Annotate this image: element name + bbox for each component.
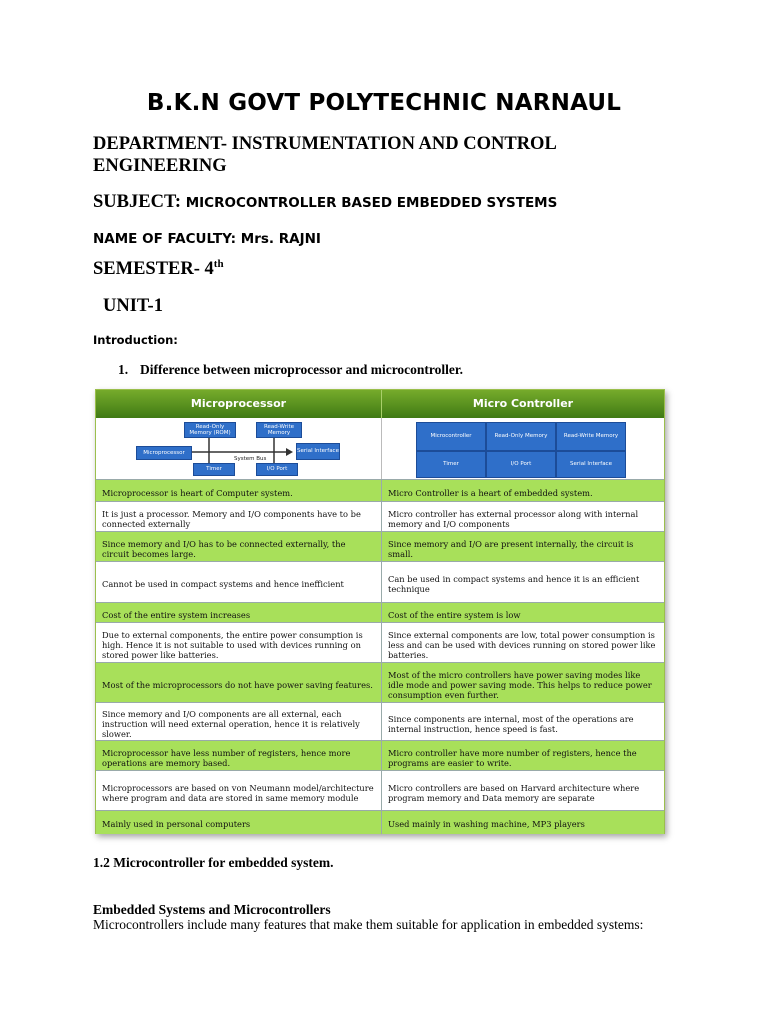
microprocessor-diagram [96,418,382,479]
header-microprocessor: Microprocessor [96,390,382,418]
cell-microcontroller: Since components are internal, most of the operations are internal instruction, hence speed is fast. [388,713,634,734]
faculty-name: NAME OF FACULTY: Mrs. RAJNI [93,231,321,247]
mc-core-box: Microcontroller [416,422,486,451]
list-number: 1. [118,362,129,377]
mc-ram-box: Read-Write Memory [556,422,626,451]
mp-serial-box: Serial Interface [296,443,340,460]
mc-serial-box: Serial Interface [556,451,626,478]
cell-microprocessor: Due to external components, the entire power consumption is high. Hence it is not suitable to used with devices running on stored power like batteries. [96,623,382,663]
system-bus-label: System Bus [234,456,267,462]
mc-timer-box: Timer [416,451,486,478]
subsection-heading: Embedded Systems and Microcontrollers [93,902,331,917]
cell-microcontroller: Most of the micro controllers have power saving modes like idle mode and power saving mode. This helps to reduce power consumption even further. [388,669,652,700]
cell-microcontroller: Cost of the entire system is low [388,609,521,620]
cell-microcontroller: Micro controllers are based on Harvard architecture where program memory and Data memory are separate [388,782,640,803]
microcontroller-diagram [382,418,664,479]
table-row [96,602,664,623]
mc-rom-box: Read-Only Memory [486,422,556,451]
cell-microcontroller: Can be used in compact systems and hence it is an efficient technique [388,574,640,594]
cell-microprocessor: Microprocessor is heart of Computer system. [96,480,382,502]
cell-microcontroller: Used mainly in washing machine, MP3 players [388,819,585,829]
mp-processor-box: Microprocessor [136,446,192,460]
cell-microcontroller: Since external components are low, total power consumption is less and can be used with devices running on stored power like batteries. [388,629,656,660]
intro-heading: Introduction: [93,333,178,347]
cell-microprocessor: Cost of the entire system increases [96,603,382,623]
unit-heading: UNIT-1 [103,296,163,316]
section-heading: 1.2 Microcontroller for embedded system. [93,855,334,870]
subject-label: SUBJECT: [93,192,182,212]
table-row [96,501,664,532]
cell-microprocessor: Since memory and I/O has to be connected externally, the circuit becomes large. [96,532,382,562]
table-row [96,702,664,741]
table-row [96,622,664,663]
cell-microprocessor: Since memory and I/O components are all external, each instruction will need external operation, hence it is relatively slower. [96,703,382,741]
table-row [96,810,664,834]
cell-microprocessor: It is just a processor. Memory and I/O components have to be connected externally [96,502,382,532]
semester-line [93,258,224,280]
table-row [96,662,664,703]
mp-rom-box: Read-Only Memory (ROM) [184,422,236,438]
cell-microcontroller: Micro Controller is a heart of embedded system. [388,487,593,498]
table-row [96,531,664,562]
mc-io-box: I/O Port [486,451,556,478]
cell-microprocessor: Microprocessors are based on von Neumann model/architecture where program and data are stored in same memory module [96,771,382,811]
comparison-table [95,389,665,834]
list-item [118,362,463,378]
mp-timer-box: Timer [193,463,235,476]
body-text: Microcontrollers include many features that make them suitable for application in embedded systems: [93,917,644,932]
cell-microprocessor: Mainly used in personal computers [96,811,382,834]
cell-microprocessor: Microprocessor have less number of registers, hence more operations are memory based. [96,741,382,771]
cell-microcontroller: Since memory and I/O are present internally, the circuit is small. [388,538,634,559]
table-row [96,770,664,811]
table-row [96,740,664,771]
semester-text: SEMESTER- 4 [93,259,214,280]
page-title: B.K.N GOVT POLYTECHNIC NARNAUL [146,90,622,116]
subject-line [93,192,557,213]
cell-microprocessor: Cannot be used in compact systems and hence inefficient [96,562,382,603]
header-microcontroller: Micro Controller [472,397,574,410]
subject-value: MICROCONTROLLER BASED EMBEDDED SYSTEMS [185,195,558,211]
table-row [96,561,664,603]
semester-sup: th [213,258,224,270]
cell-microcontroller: Micro controller have more number of registers, hence the programs are easier to write. [388,747,637,768]
table-header [96,390,664,418]
cell-microcontroller: Micro controller has external processor along with internal memory and I/O components [388,508,639,529]
mp-io-box: I/O Port [256,463,298,476]
department-heading: DEPARTMENT- INSTRUMENTATION AND CONTROL ENGINEERING [93,134,556,176]
cell-microprocessor: Most of the microprocessors do not have power saving features. [96,663,382,703]
list-text: Difference between microprocessor and microcontroller. [140,362,464,377]
table-row [96,479,664,502]
mp-ram-box: Read-Write Memory [256,422,302,438]
